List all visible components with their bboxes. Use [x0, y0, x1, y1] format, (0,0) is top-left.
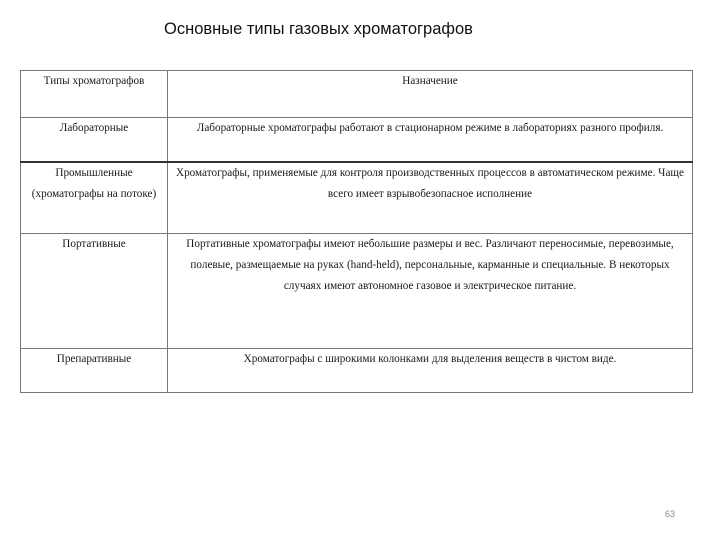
row-purpose-industrial: Хроматографы, применяемые для контроля производственных процессов в автоматическом режиме. Чаще всего имеет взрывобезопасное исполнение	[168, 162, 693, 234]
table-row	[21, 234, 693, 349]
row-type-portable: Портативные	[21, 234, 168, 349]
table-row	[21, 162, 693, 234]
row-type-industrial: Промышленные (хроматографы на потоке)	[21, 162, 168, 234]
row-type-laboratory: Лабораторные	[21, 118, 168, 163]
table-row	[21, 349, 693, 393]
chromatograph-types-table	[20, 70, 693, 393]
row-purpose-preparative: Хроматографы с широкими колонками для выделения веществ в чистом виде.	[168, 349, 693, 393]
row-type-preparative: Препаративные	[21, 349, 168, 393]
header-purpose: Назначение	[168, 71, 693, 118]
row-purpose-portable: Портативные хроматографы имеют небольшие размеры и вес. Различают переносимые, перевозимые, полевые, размещаемые на руках (hand-held), персональные, карманные и специальные. В некоторых случаях имеют автономное газовое и электрическое питание.	[168, 234, 693, 349]
slide-title: Основные типы газовых хроматографов	[164, 20, 473, 38]
page-number: 63	[665, 509, 676, 519]
header-types: Типы хроматографов	[21, 71, 168, 118]
table-row	[21, 118, 693, 163]
table-header-row	[21, 71, 693, 118]
row-purpose-laboratory: Лабораторные хроматографы работают в стационарном режиме в лабораториях разного профиля.	[168, 118, 693, 163]
